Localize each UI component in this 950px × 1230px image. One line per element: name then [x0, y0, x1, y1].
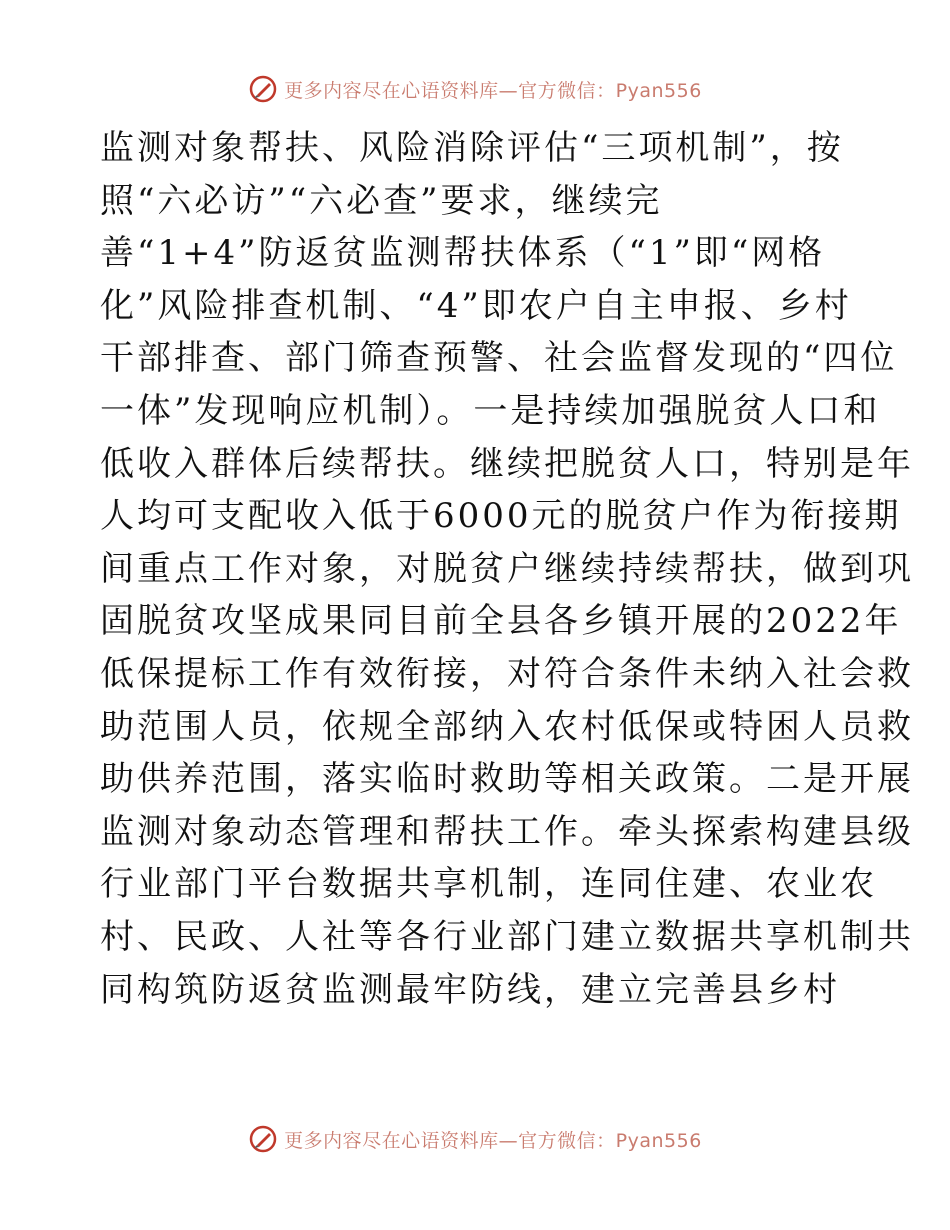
body-line-10: 固脱贫攻坚成果同目前全县各乡镇开展的2022年 — [100, 601, 902, 642]
body-line-11: 低保提标工作有效衔接，对符合条件未纳入社会救 — [100, 653, 914, 694]
quill-seal-icon — [248, 1124, 278, 1154]
body-line-13: 助供养范围，落实临时救助等相关政策。二是开展 — [100, 759, 914, 800]
document-body — [100, 122, 914, 1016]
quill-seal-icon — [248, 74, 278, 104]
body-line-14: 监测对象动态管理和帮扶工作。牵头探索构建县级 — [100, 811, 914, 852]
footer-watermark-text: 更多内容尽在心语资料库—官方微信：Pyan556 — [284, 1129, 702, 1152]
body-line-2: 照“六必访”“六必查”要求，继续完 — [100, 180, 663, 221]
body-line-9: 间重点工作对象，对脱贫户继续持续帮扶，做到巩 — [100, 548, 914, 589]
body-line-15: 行业部门平台数据共享机制，连同住建、农业农 — [100, 864, 877, 905]
body-line-17: 同构筑防返贫监测最牢防线，建立完善县乡村 — [100, 969, 840, 1010]
header-watermark — [0, 72, 950, 106]
body-line-6: 一体”发现响应机制）。一是持续加强脱贫人口和 — [100, 390, 881, 431]
body-line-8: 人均可支配收入低于6000元的脱贫户作为衔接期 — [100, 496, 902, 537]
body-line-7: 低收入群体后续帮扶。继续把脱贫人口，特别是年 — [100, 443, 914, 484]
body-line-5: 干部排查、部门筛查预警、社会监督发现的“四位 — [100, 338, 898, 379]
header-watermark-text: 更多内容尽在心语资料库—官方微信：Pyan556 — [284, 79, 702, 102]
body-line-3: 善“1+4”防返贫监测帮扶体系（“1”即“网格 — [100, 233, 826, 274]
footer-watermark — [0, 1122, 950, 1156]
body-line-16: 村、民政、人社等各行业部门建立数据共享机制共 — [100, 916, 914, 957]
body-line-1: 监测对象帮扶、风险消除评估“三项机制”，按 — [100, 128, 844, 168]
body-line-4: 化”风险排查机制、“4”即农户自主申报、乡村 — [100, 285, 852, 326]
body-line-12: 助范围人员，依规全部纳入农村低保或特困人员救 — [100, 706, 914, 747]
